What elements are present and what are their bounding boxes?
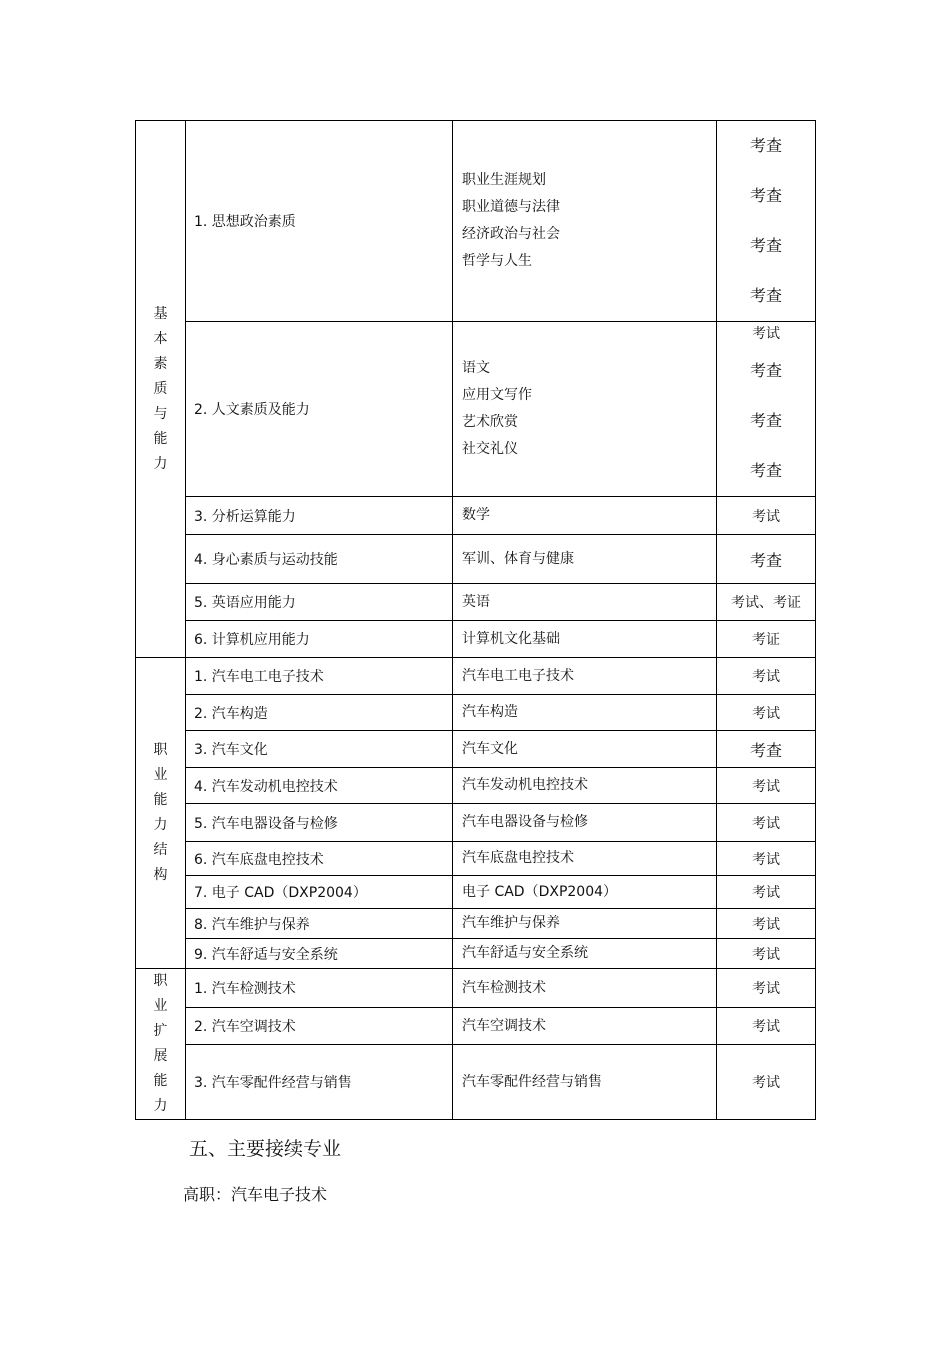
assessment-method: 考试	[752, 326, 780, 342]
table-row	[136, 1008, 816, 1045]
assessment-method: 考查	[749, 136, 782, 155]
section-heading: 五、主要接续专业	[189, 1138, 342, 1160]
course-cell	[453, 322, 717, 497]
assessment-method: 考试	[752, 885, 780, 901]
assessment-method: 考查	[749, 361, 782, 380]
category-char: 与	[153, 405, 168, 422]
table-row	[136, 731, 816, 768]
course-name: 经济政治与社会	[462, 226, 560, 242]
course-name: 汽车发动机电控技术	[462, 777, 588, 793]
assessment-cell	[717, 731, 816, 768]
course-name: 汽车零配件经营与销售	[462, 1073, 602, 1090]
course-name: 应用文写作	[462, 387, 532, 403]
assessment-method: 考查	[749, 286, 782, 305]
table-row	[136, 121, 816, 322]
ability-cell: 1. 汽车检测技术	[186, 969, 453, 1008]
ability-cell: 1. 汽车电工电子技术	[186, 658, 453, 695]
table-row	[136, 804, 816, 842]
ability-cell: 7. 电子 CAD（DXP2004）	[186, 876, 453, 909]
assessment-cell	[717, 969, 816, 1008]
assessment-method: 考试	[752, 1019, 780, 1035]
course-cell	[453, 535, 717, 584]
category-char: 能	[153, 792, 168, 808]
assessment-method: 考试	[752, 508, 780, 525]
assessment-cell	[717, 584, 816, 621]
course-name: 汽车电器设备与检修	[462, 814, 588, 830]
table-row	[136, 535, 816, 584]
assessment-cell	[717, 497, 816, 535]
table-row	[136, 621, 816, 658]
assessment-cell	[717, 842, 816, 876]
course-name: 数学	[462, 507, 490, 523]
category-char: 基	[153, 305, 168, 322]
category-char: 构	[153, 867, 168, 883]
course-name: 哲学与人生	[462, 253, 532, 269]
course-name: 汽车电工电子技术	[462, 667, 574, 684]
assessment-method: 考试	[752, 981, 780, 997]
course-cell	[453, 939, 717, 969]
assessment-method: 考试	[752, 1075, 780, 1091]
table-row	[136, 876, 816, 909]
category-char: 展	[153, 1048, 168, 1064]
course-cell	[453, 804, 717, 842]
table-row	[136, 695, 816, 731]
category-char: 质	[153, 380, 168, 397]
assessment-method: 考试	[752, 669, 780, 685]
assessment-cell	[717, 121, 816, 322]
course-cell	[453, 497, 717, 535]
ability-cell: 3. 汽车文化	[186, 731, 453, 768]
curriculum-table	[135, 120, 816, 1120]
category-char: 业	[153, 998, 168, 1014]
course-name: 社交礼仪	[462, 441, 518, 457]
table-row	[136, 322, 816, 497]
assessment-method: 考查	[749, 236, 782, 255]
course-name: 汽车空调技术	[462, 1017, 546, 1034]
ability-cell: 2. 汽车空调技术	[186, 1008, 453, 1045]
course-name: 职业生涯规划	[462, 172, 546, 188]
assessment-method: 考查	[749, 550, 782, 570]
assessment-method: 考查	[749, 740, 782, 760]
assessment-method: 考查	[749, 461, 782, 480]
curriculum-table-body	[136, 121, 816, 1120]
course-name: 艺术欣赏	[462, 414, 518, 430]
ability-cell: 5. 英语应用能力	[186, 584, 453, 621]
table-row	[136, 939, 816, 969]
category-char: 素	[153, 355, 168, 372]
category-cell	[136, 969, 186, 1120]
course-cell	[453, 842, 717, 876]
category-char: 力	[153, 455, 168, 472]
course-cell	[453, 876, 717, 909]
category-char: 业	[153, 767, 168, 783]
category-cell	[136, 121, 186, 658]
course-cell	[453, 658, 717, 695]
section-text: 高职：汽车电子技术	[183, 1185, 328, 1204]
table-row	[136, 658, 816, 695]
table-row	[136, 842, 816, 876]
ability-cell: 6. 汽车底盘电控技术	[186, 842, 453, 876]
assessment-cell	[717, 535, 816, 584]
ability-cell: 3. 分析运算能力	[186, 497, 453, 535]
assessment-method: 考试	[752, 851, 780, 868]
category-char: 力	[153, 817, 168, 833]
course-name: 汽车底盘电控技术	[462, 850, 574, 866]
ability-cell: 9. 汽车舒适与安全系统	[186, 939, 453, 969]
ability-cell: 6. 计算机应用能力	[186, 621, 453, 658]
course-name: 语文	[462, 360, 490, 376]
assessment-method: 考试、考证	[731, 595, 801, 611]
assessment-method: 考查	[749, 411, 782, 430]
assessment-method: 考试	[752, 705, 780, 722]
assessment-method: 考查	[749, 186, 782, 205]
course-cell	[453, 731, 717, 768]
table-row	[136, 969, 816, 1008]
category-char: 结	[153, 842, 168, 858]
ability-cell: 1. 思想政治素质	[186, 121, 453, 322]
course-cell	[453, 969, 717, 1008]
course-cell	[453, 621, 717, 658]
table-row	[136, 909, 816, 939]
assessment-cell	[717, 695, 816, 731]
course-name: 汽车构造	[462, 704, 518, 720]
category-char: 能	[153, 1073, 168, 1089]
ability-cell: 5. 汽车电器设备与检修	[186, 804, 453, 842]
ability-cell: 2. 汽车构造	[186, 695, 453, 731]
category-char: 能	[153, 430, 168, 447]
course-cell	[453, 1045, 717, 1120]
assessment-cell	[717, 322, 816, 497]
ability-cell: 3. 汽车零配件经营与销售	[186, 1045, 453, 1120]
course-cell	[453, 695, 717, 731]
course-cell	[453, 768, 717, 804]
ability-cell: 2. 人文素质及能力	[186, 322, 453, 497]
table-row	[136, 497, 816, 535]
assessment-method: 考试	[752, 778, 780, 795]
assessment-method: 考证	[752, 632, 780, 648]
course-name: 汽车舒适与安全系统	[462, 945, 588, 961]
course-cell	[453, 584, 717, 621]
course-cell	[453, 121, 717, 322]
category-char: 职	[153, 973, 168, 989]
course-cell	[453, 909, 717, 939]
table-row	[136, 1045, 816, 1120]
assessment-cell	[717, 876, 816, 909]
category-char: 扩	[153, 1023, 168, 1039]
course-cell	[453, 1008, 717, 1045]
course-name: 汽车文化	[462, 740, 518, 757]
assessment-cell	[717, 939, 816, 969]
category-char: 本	[153, 330, 168, 347]
table-row	[136, 768, 816, 804]
course-name: 职业道德与法律	[462, 199, 560, 215]
course-name: 英语	[462, 593, 490, 610]
ability-cell: 4. 身心素质与运动技能	[186, 535, 453, 584]
course-name: 汽车检测技术	[462, 979, 546, 996]
ability-cell: 8. 汽车维护与保养	[186, 909, 453, 939]
assessment-cell	[717, 804, 816, 842]
assessment-cell	[717, 1008, 816, 1045]
category-cell	[136, 658, 186, 969]
course-name: 计算机文化基础	[462, 630, 560, 647]
ability-cell: 4. 汽车发动机电控技术	[186, 768, 453, 804]
assessment-method: 考试	[752, 815, 780, 832]
course-name: 电子 CAD（DXP2004）	[462, 883, 618, 900]
assessment-cell	[717, 621, 816, 658]
assessment-cell	[717, 658, 816, 695]
assessment-cell	[717, 1045, 816, 1120]
table-row	[136, 584, 816, 621]
course-name: 军训、体育与健康	[462, 550, 574, 567]
assessment-method: 考试	[752, 916, 780, 933]
assessment-method: 考试	[752, 946, 780, 963]
course-name: 汽车维护与保养	[462, 915, 560, 931]
category-char: 职	[153, 742, 168, 758]
category-char: 力	[153, 1098, 168, 1114]
assessment-cell	[717, 909, 816, 939]
assessment-cell	[717, 768, 816, 804]
